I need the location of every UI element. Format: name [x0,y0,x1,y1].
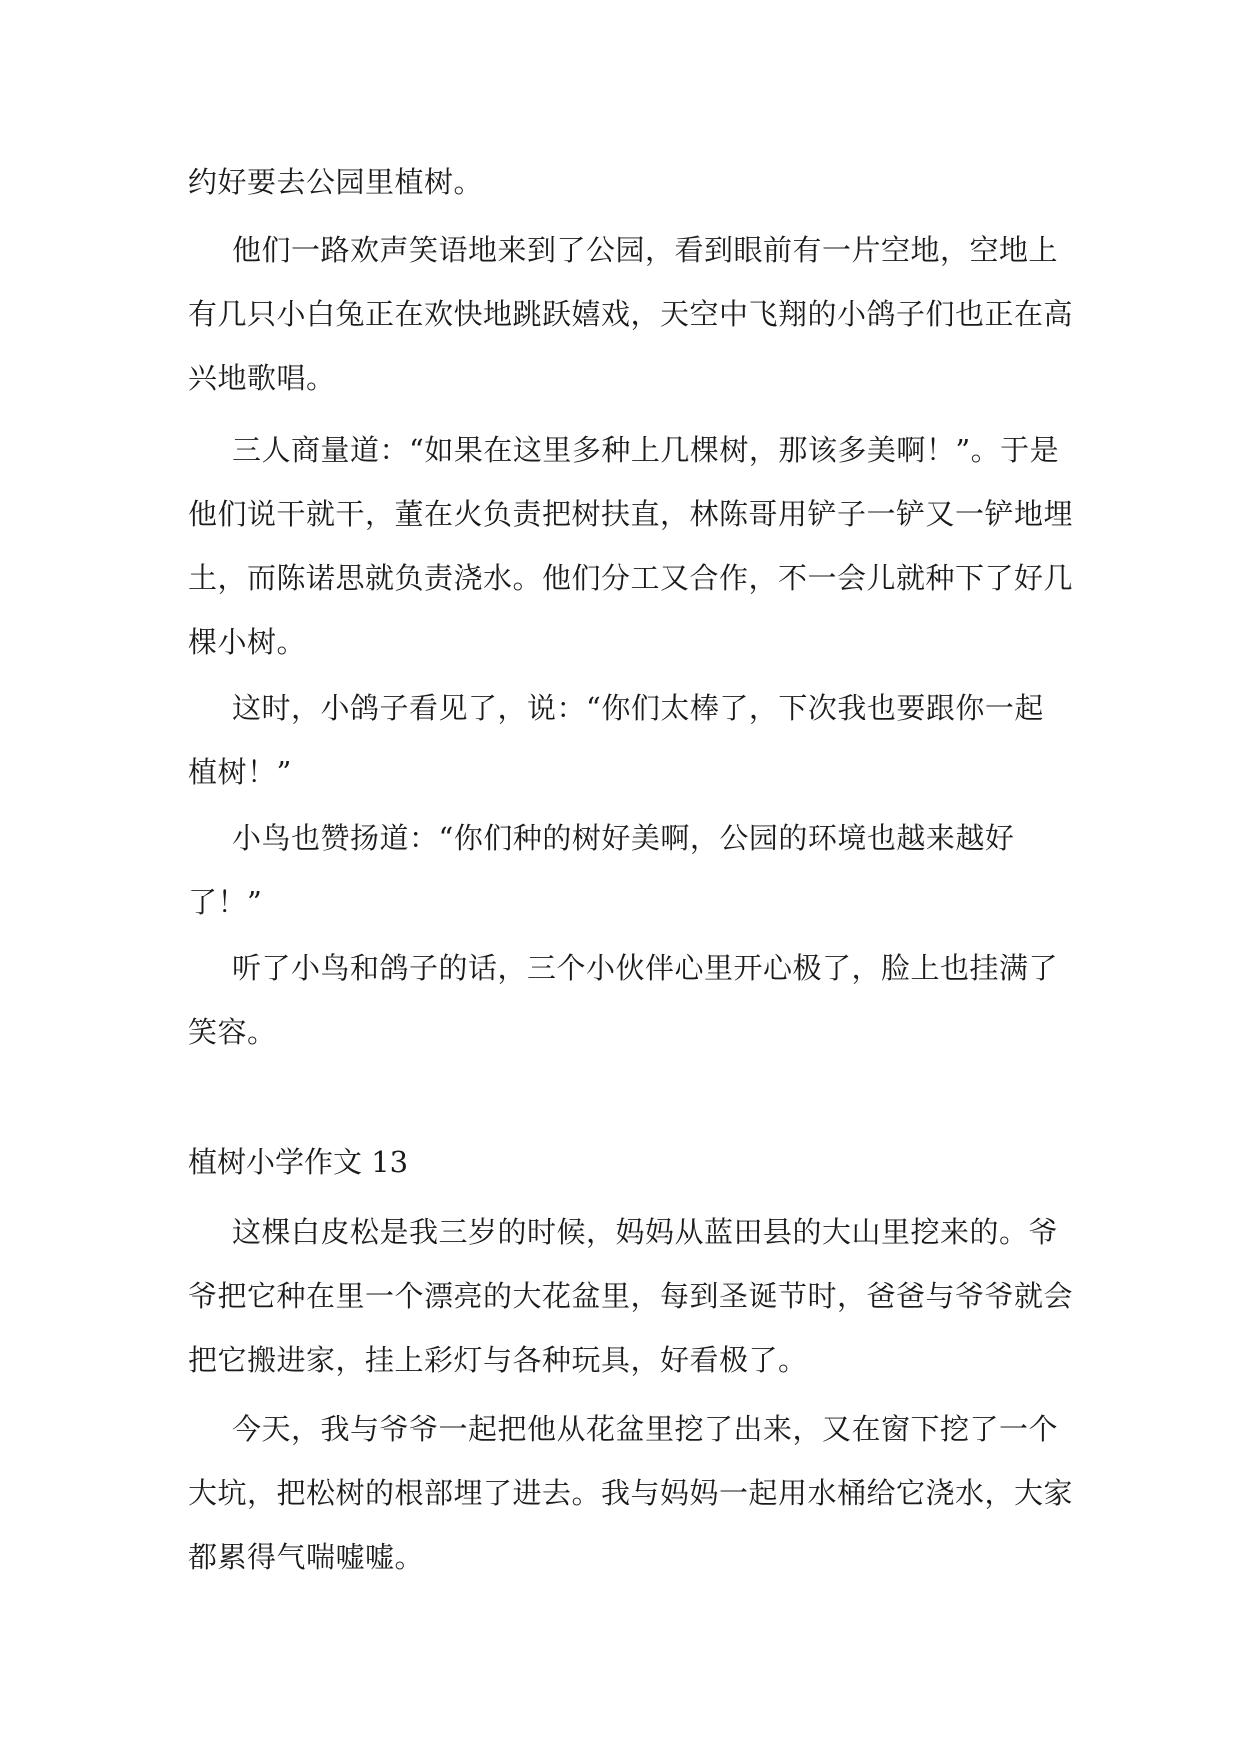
text-line: 把它搬进家，挂上彩灯与各种玩具，好看极了。 [188,1343,808,1377]
text-line: 植树！” [188,755,292,789]
text-line: 土，而陈诺思就负责浇水。他们分工又合作，不一会儿就种下了好几 [188,561,1074,595]
text-line: 他们说干就干，董在火负责把树扶直，林陈哥用铲子一铲又一铲地埋 [188,497,1074,531]
text-line: 大坑，把松树的根部埋了进去。我与妈妈一起用水桶给它浇水，大家 [188,1476,1074,1510]
paragraph [188,418,1074,674]
paragraph [188,1397,1074,1589]
text-line: 有几只小白兔正在欢快地跳跃嬉戏，天空中飞翔的小鸽子们也正在高 [188,297,1074,331]
paragraph [188,1200,1074,1392]
text-line: 约好要去公园里植树。 [188,165,484,199]
text-line: 这棵白皮松是我三岁的时候，妈妈从蓝田县的大山里挖来的。爷 [232,1215,1059,1249]
text-line: 三人商量道：“如果在这里多种上几棵树，那该多美啊！”。于是 [232,433,1060,467]
text-line: 他们一路欢声笑语地来到了公园，看到眼前有一片空地，空地上 [232,233,1059,267]
text-line: 爷把它种在里一个漂亮的大花盆里，每到圣诞节时，爸爸与爷爷就会 [188,1279,1074,1313]
text-line: 这时，小鸽子看见了，说：“你们太棒了，下次我也要跟你一起 [232,691,1044,725]
text-line: 小鸟也赞扬道：“你们种的树好美啊，公园的环境也越来越好 [232,821,1015,855]
paragraph [188,806,1068,934]
text-line: 都累得气喘嘘嘘。 [188,1540,425,1574]
text-line: 兴地歌唱。 [188,361,336,395]
section-title: 植树小学作文 13 [188,1145,409,1179]
text-line: 笑容。 [188,1015,277,1049]
paragraph [188,676,1068,804]
paragraph [188,218,1074,410]
paragraph [188,936,1068,1064]
paragraph-continuation [188,150,1068,214]
text-line: 听了小鸟和鸽子的话，三个小伙伴心里开心极了，脸上也挂满了 [232,951,1059,985]
text-line: 今天，我与爷爷一起把他从花盆里挖了出来，又在窗下挖了一个 [232,1412,1059,1446]
text-line: 了！” [188,885,263,919]
text-line: 棵小树。 [188,625,307,659]
